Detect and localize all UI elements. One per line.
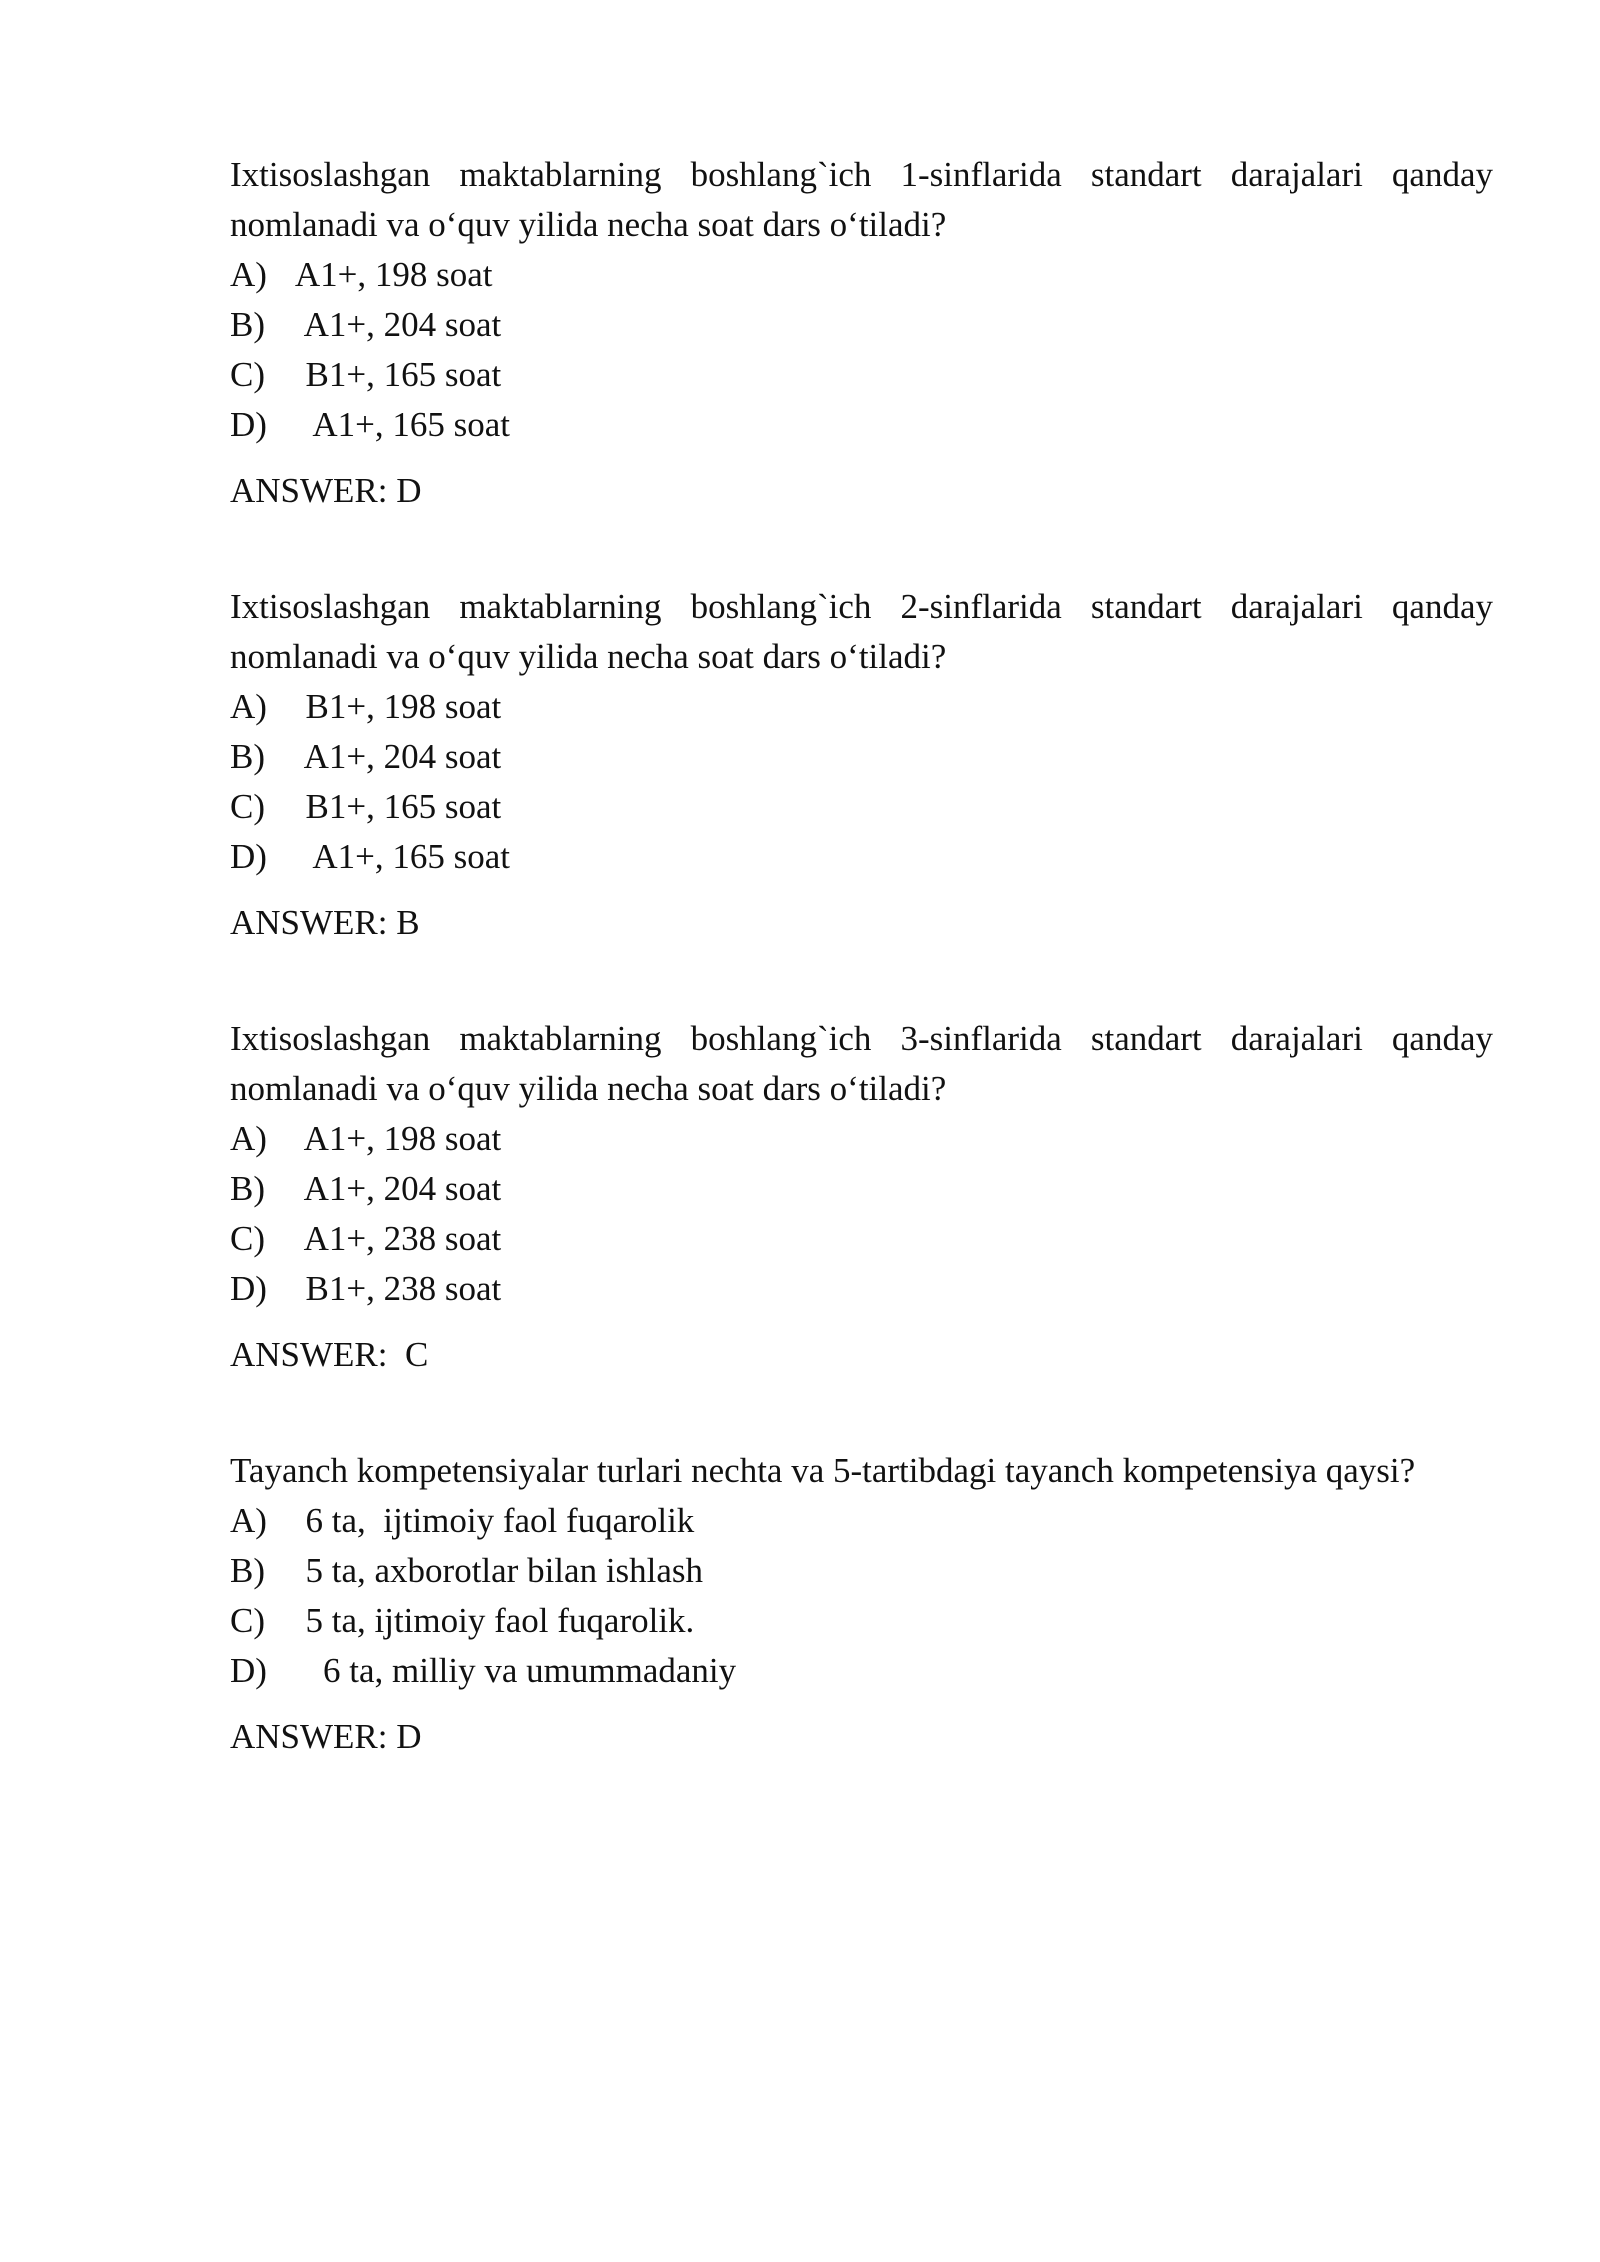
option-letter: B) (230, 305, 265, 344)
option-text: B1+, 198 soat (288, 687, 502, 726)
option-text: A1+, 204 soat (288, 1169, 502, 1208)
document-content (230, 150, 1493, 1828)
options-list (230, 682, 1493, 882)
question-text: Ixtisoslashgan maktablarning boshlang`ich 3-sinflarida standart darajalari qanday nomlanadi va o‘quv yilida necha soat dars o‘tiladi? (230, 1019, 1493, 1108)
option-letter: B) (230, 1551, 265, 1590)
option-b (230, 1164, 1493, 1214)
question-text: Tayanch kompetensiyalar turlari nechta va 5-tartibdagi tayanch kompetensiya qaysi? (230, 1451, 1416, 1490)
option-c (230, 1596, 1493, 1646)
option-d (230, 1646, 1493, 1696)
option-text: B1+, 238 soat (288, 1269, 502, 1308)
option-text: 5 ta, axborotlar bilan ishlash (288, 1551, 704, 1590)
option-b (230, 732, 1493, 782)
option-text: 6 ta, milliy va umummadaniy (288, 1651, 737, 1690)
options-list (230, 1114, 1493, 1314)
option-d (230, 1264, 1493, 1314)
option-b (230, 1546, 1493, 1596)
option-text: A1+, 198 soat (288, 1119, 502, 1158)
question-block-3 (230, 1014, 1493, 1380)
option-text: B1+, 165 soat (288, 787, 502, 826)
question-text: Ixtisoslashgan maktablarning boshlang`ich 1-sinflarida standart darajalari qanday nomlanadi va o‘quv yilida necha soat dars o‘tiladi? (230, 155, 1493, 244)
option-d (230, 400, 1493, 450)
option-c (230, 350, 1493, 400)
answer-line: ANSWER: D (230, 471, 422, 510)
option-text: A1+, 165 soat (288, 837, 510, 876)
options-list (230, 250, 1493, 450)
option-text: A1+, 238 soat (288, 1219, 502, 1258)
option-text: 5 ta, ijtimoiy faol fuqarolik. (288, 1601, 695, 1640)
option-a (230, 250, 1493, 300)
question-text: Ixtisoslashgan maktablarning boshlang`ich 2-sinflarida standart darajalari qanday nomlanadi va o‘quv yilida necha soat dars o‘tiladi? (230, 587, 1493, 676)
answer-line: ANSWER: B (230, 903, 420, 942)
option-text: A1+, 165 soat (288, 405, 510, 444)
option-letter: D) (230, 1651, 267, 1690)
option-c (230, 782, 1493, 832)
option-text: A1+, 198 soat (288, 255, 493, 294)
option-letter: B) (230, 1169, 265, 1208)
question-block-2 (230, 582, 1493, 948)
option-letter: C) (230, 1219, 265, 1258)
options-list (230, 1496, 1493, 1696)
answer-line: ANSWER: D (230, 1717, 422, 1756)
option-b (230, 300, 1493, 350)
option-a (230, 682, 1493, 732)
option-letter: A) (230, 687, 267, 726)
option-letter: D) (230, 837, 267, 876)
option-letter: C) (230, 355, 265, 394)
option-text: A1+, 204 soat (288, 737, 502, 776)
question-block-1 (230, 150, 1493, 516)
option-letter: C) (230, 1601, 265, 1640)
option-letter: D) (230, 405, 267, 444)
option-a (230, 1114, 1493, 1164)
option-letter: D) (230, 1269, 267, 1308)
answer-line: ANSWER: C (230, 1335, 429, 1374)
option-a (230, 1496, 1493, 1546)
option-d (230, 832, 1493, 882)
option-letter: A) (230, 1119, 267, 1158)
question-block-4 (230, 1446, 1493, 1762)
option-letter: A) (230, 1501, 267, 1540)
option-text: B1+, 165 soat (288, 355, 502, 394)
option-letter: B) (230, 737, 265, 776)
option-c (230, 1214, 1493, 1264)
option-text: A1+, 204 soat (288, 305, 502, 344)
option-text: 6 ta, ijtimoiy faol fuqarolik (288, 1501, 695, 1540)
option-letter: A) (230, 255, 267, 294)
option-letter: C) (230, 787, 265, 826)
